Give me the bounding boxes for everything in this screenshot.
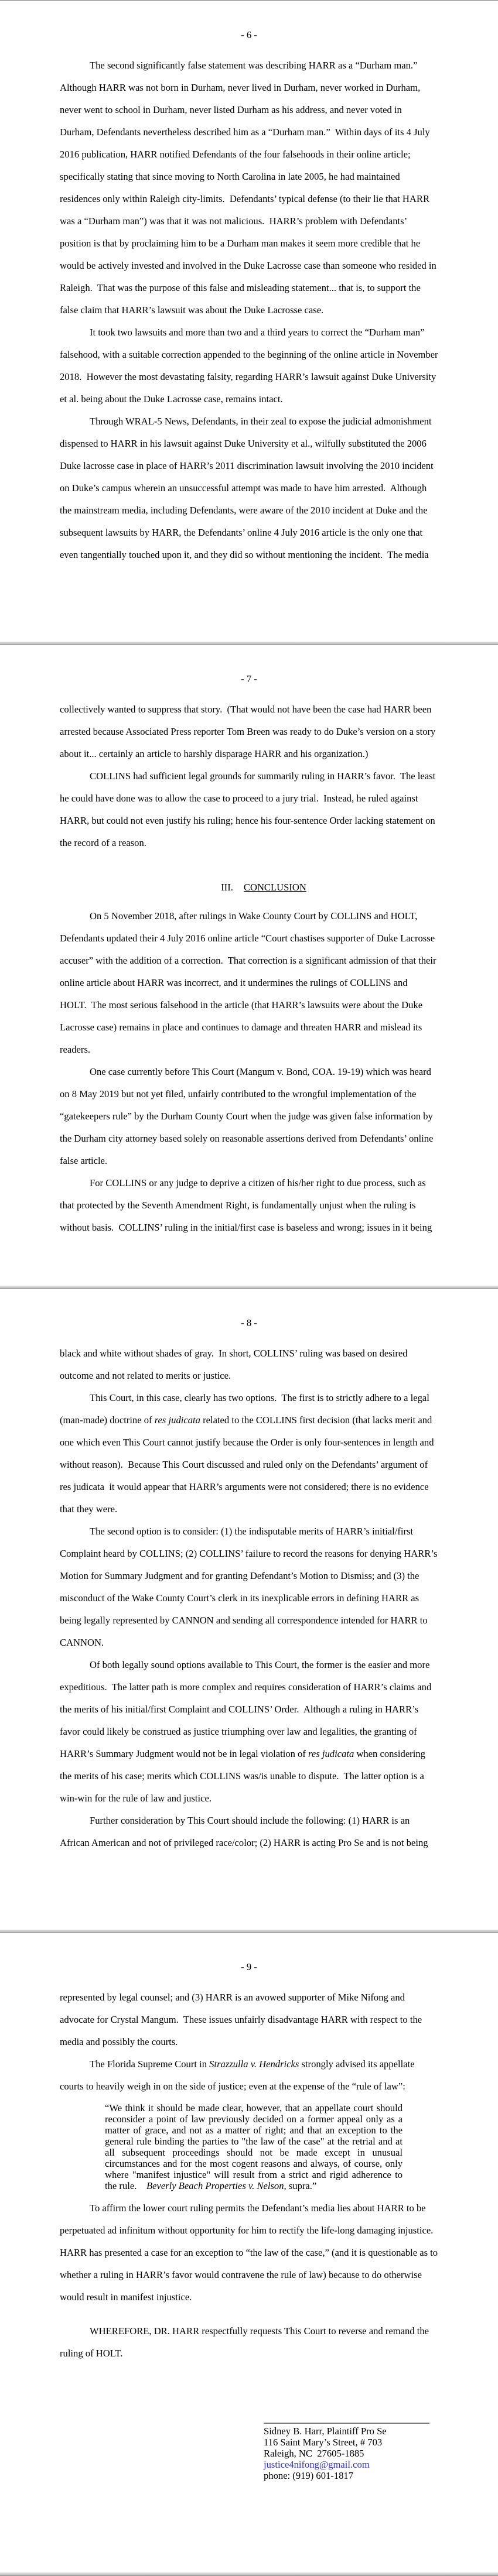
case-term-italic: res judicata <box>154 1414 200 1426</box>
paragraph: Through WRAL-5 News, Defendants, in their zeal to expose the judicial admonishment dispensed to HARR in his lawsuit against Duke University et al., wilfully substituted the 2006 Duke lacrosse case in place of HARR’s 2011 discrimination lawsuit involving the 2010 incident on Duke’s campus wherein an unsuccessful attempt was made to have him arrested. Although the mainstream media, including Defendants, were aware of the 2010 incident at Duke and the subsequent lawsuits by HARR, the Defendants’ online 4 July 2016 article is the only one that even tangentially touched upon it, and they did so without mentioning the incident. The media <box>60 416 434 560</box>
page-number: - 7 - <box>241 673 257 684</box>
page-divider <box>0 2572 498 2576</box>
paragraph: This Court, in this case, clearly has two options. The first is to strictly adhere to a legal (man-made) doctrine of res judicata related to the COLLINS first decision (that lacks merit and one which even This Court cannot justify because the Order is only four-sentences in length and without reason). Because This Court discussed and ruled only on the Defendants’ argument of res judicata it would appear that HARR’s arguments were not considered; there is no evidence that they were. <box>60 1392 434 1515</box>
heading-numeral: III. <box>221 882 233 893</box>
paragraph: It took two lawsuits and more than two and a third years to correct the “Durham man” falsehood, with a suitable correction appended to the beginning of the online article in November 2018. However the most devastating falsity, regarding HARR’s lawsuit against Duke University et al. being about the Duke Lacrosse case, remains intact. <box>60 327 438 405</box>
paragraph: The Florida Supreme Court in Strazzulla v. Hendricks strongly advised its appellate courts to heavily weigh in on the side of justice; even at the expense of the “rule of law”: <box>60 2058 415 2092</box>
signature-email-link[interactable]: justice4nifong@gmail.com <box>264 2459 370 2470</box>
signature-phone: phone: (919) 601-1817 <box>264 2470 354 2481</box>
page-8-content <box>60 1342 438 1854</box>
paragraph: black and white without shades of gray. In short, COLLINS’ ruling was based on desired outcome and not related to merits or justice. <box>60 1348 408 1381</box>
paragraph: represented by legal counsel; and (3) HARR is an avowed supporter of Mike Nifong and advocate for Crystal Mangum. These issues unfairly disadvantage HARR with respect to the media and possibly the courts. <box>60 1992 422 2047</box>
paragraph: Of both legally sound options available to This Court, the former is the easier and more expeditious. The latter path is more complex and requires consideration of HARR’s claims and the merits of his initial/first Complaint and COLLINS’ Order. Although a ruling in HARR’s favor could likely be construed as justice triumphing over law and legalities, the granting of HARR’s Summary Judgment would not be in legal violation of res judicata when considering the merits of his case; merits which COLLINS was/is unable to dispute. The latter option is a win-win for the rule of law and justice. <box>60 1659 432 1804</box>
block-quote: “We think it should be made clear, however, that an appellate court should reconsider a point of law previously decided on a former appeal only as a matter of grace, and not as a matter of right; and that an exception to the general rule binding the parties to "the law of the case" at the retrial and at all subsequent proceedings should not be made except in unusual circumstances and for the most cogent reasons and always, of course, only where "manifest injustice" will result from a strict and rigid adherence to the rule. Beverly Beach Properties v. Nelson, supra.” <box>105 2102 403 2191</box>
page-7-content <box>60 698 438 1239</box>
signature-line <box>264 2423 429 2424</box>
case-citation-italic: Strazzulla v. Hendricks <box>209 2058 299 2070</box>
page-7 <box>0 645 498 1286</box>
signature-address-line2: Raleigh, NC 27605-1885 <box>264 2448 364 2459</box>
page-6-content <box>60 54 438 566</box>
paragraph: collectively wanted to suppress that story. (That would not have been the case had HARR been arrested because Associated Press reporter Tom Breen was ready to do Duke’s version on a story about it... certainly an article to harshly disparage HARR and his organization.) <box>60 704 436 759</box>
wherefore-paragraph: WHEREFORE, DR. HARR respectfully requests This Court to reverse and remand the ruling of HOLT. <box>60 2325 429 2359</box>
signature-block <box>264 2423 439 2481</box>
page-number: - 9 - <box>241 1961 257 1972</box>
case-citation-italic: Beverly Beach Properties v. Nelson <box>146 2180 284 2191</box>
conclusion-heading <box>60 876 438 899</box>
paragraph: For COLLINS or any judge to deprive a citizen of his/her right to due process, such as that protected by the Seventh Amendment Right, is fundamentally unjust when the ruling is without basis. COLLINS’ ruling in the initial/first case is baseless and wrong; issues in it being <box>60 1177 432 1233</box>
signature-address-line1: 116 Saint Mary’s Street, # 703 <box>264 2437 383 2448</box>
paragraph: On 5 November 2018, after rulings in Wake County Court by COLLINS and HOLT, Defendants updated their 4 July 2016 online article “Court chastises supporter of Duke Lacrosse accuser” with the addition of a correction. That correction is a significant admission of that their online article about HARR was incorrect, and it undermines the rulings of COLLINS and HOLT. The most serious falsehood in the article (that HARR’s lawsuits were about the Duke Lacrosse case) remains in place and continues to damage and threaten HARR and mislead its readers. <box>60 910 436 1055</box>
case-term-italic: res judicata <box>308 1748 354 1759</box>
page-number: - 8 - <box>241 1317 257 1328</box>
paragraph: Further consideration by This Court should include the following: (1) HARR is an African American and not of privileged race/color; (2) HARR is acting Pro Se and is not being <box>60 1815 428 1848</box>
paragraph: One case currently before This Court (Mangum v. Bond, COA. 19-19) which was heard on 8 May 2019 but not yet filed, unfairly contributed to the wrongful implementation of the “gatekeepers rule” by the Durham County Court when the judge was given false information by the Durham city attorney based solely on reasonable assertions derived from Defendants’ online false article. <box>60 1066 434 1166</box>
page-6 <box>0 1 498 642</box>
page-number: - 6 - <box>241 29 257 40</box>
heading-title: CONCLUSION <box>243 882 306 893</box>
paragraph: The second option is to consider: (1) the indisputable merits of HARR’s initial/first Complaint heard by COLLINS; (2) COLLINS’ failure to record the reasons for denying HARR’s Motion for Summary Judgment and for granting Defendant’s Motion to Dismiss; and (3) the misconduct of the Wake County Court’s clerk in its inexplicable errors in defining HARR as being legally represented by CANNON and sending all correspondence intended for HARR to CANNON. <box>60 1526 438 1648</box>
paragraph: The second significantly false statement was describing HARR as a “Durham man.” Although HARR was not born in Durham, never lived in Durham, never worked in Durham, never went to school in Durham, never listed Durham as his address, and never voted in Durham, Defendants nevertheless described him as a “Durham man.” Within days of its 4 July 2016 publication, HARR notified Defendants of the four falsehoods in their online article; specifically stating that since moving to North Carolina in late 2005, he had maintained residences only within Raleigh city-limits. Defendants’ typical defense (to their lie that HARR was a “Durham man”) was that it was not malicious. HARR’s problem with Defendants’ position is that by proclaiming him to be a Durham man makes it seem more credible that he would be actively invested and involved in the Duke Lacrosse case than someone who resided in Raleigh. That was the purpose of this false and misleading statement... that is, to support the false claim that HARR’s lawsuit was about the Duke Lacrosse case. <box>60 60 436 316</box>
page-8 <box>0 1289 498 1930</box>
page-9 <box>0 1933 498 2572</box>
paragraph: COLLINS had sufficient legal grounds for summarily ruling in HARR’s favor. The least he could have done was to allow the case to proceed to a jury trial. Instead, he ruled against HARR, but could not even justify his ruling; hence his four-sentence Order lacking statement on the record of a reason. <box>60 770 436 848</box>
signature-name: Sidney B. Harr, Plaintiff Pro Se <box>264 2426 387 2437</box>
paragraph: To affirm the lower court ruling permits the Defendant’s media lies about HARR to be perpetuated ad infinitum without opportunity for him to rectify the life-long damaging injustice. HARR has presented a case for an exception to “the law of the case,” (and it is questionable as to whether a ruling in HARR’s favor would contravene the rule of law) because to do otherwise would result in manifest injustice. <box>60 2202 438 2303</box>
page-9-content <box>60 1986 438 2365</box>
